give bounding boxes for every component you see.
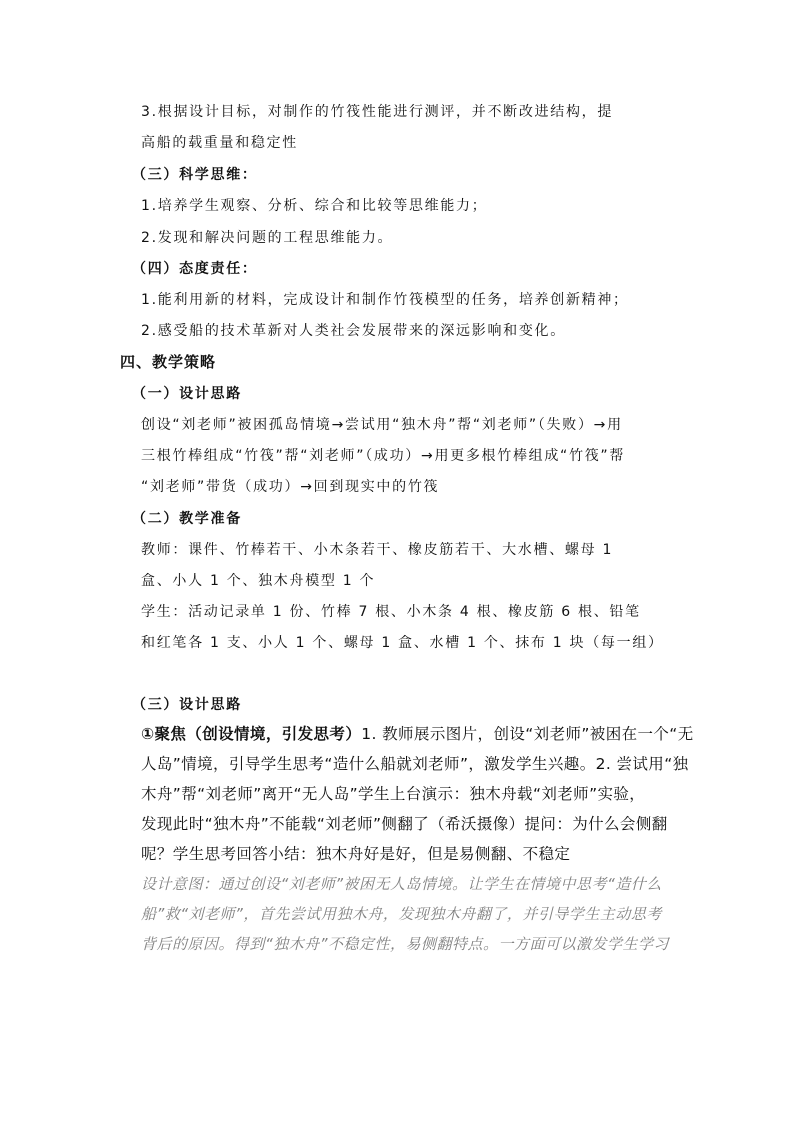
focus-line-3: 木舟”帮“刘老师”离开“无人岛”学生上台演示：独木舟载“刘老师”实验， xyxy=(141,785,646,803)
focus-line-1 xyxy=(141,724,694,744)
design-intent-line-3: 背后的原因。得到“独木舟”不稳定性，易侧翻特点。一方面可以激发学生学习 xyxy=(141,935,670,953)
teacher-materials-line-2: 盒、小人 1 个、独木舟模型 1 个 xyxy=(141,573,376,589)
objective-line-3a: 3.根据设计目标，对制作的竹筏性能进行测评，并不断改进结构，提 xyxy=(141,104,614,120)
teacher-materials-line-1: 教师：课件、竹棒若干、小木条若干、橡皮筋若干、大水槽、螺母 1 xyxy=(141,542,614,558)
subheading-teaching-prep: （二）教学准备 xyxy=(132,511,242,527)
student-materials-line-2: 和红笔各 1 支、小人 1 个、螺母 1 盒、水槽 1 个、抹布 1 块（每一组） xyxy=(141,635,664,651)
subheading-science-thinking: （三）科学思维： xyxy=(132,167,258,183)
design-intent-line-1: 设计意图：通过创设“刘老师”被困无人岛情境。让学生在情境中思考“造什么 xyxy=(141,875,662,893)
focus-label: ①聚焦（创设情境，引发思考） xyxy=(141,725,362,743)
objective-line-3b: 高船的载重量和稳定性 xyxy=(141,135,298,151)
attitude-item-2: 2.感受船的技术革新对人类社会发展带来的深远影响和变化。 xyxy=(141,323,566,339)
student-materials-line-1: 学生：活动记录单 1 份、竹棒 7 根、小木条 4 根、橡皮筋 6 根、铅笔 xyxy=(141,604,641,620)
focus-line-2: 人岛”情境，引导学生思考“造什么船就刘老师”，激发学生兴趣。2. 尝试用“独 xyxy=(141,755,689,773)
attitude-item-1: 1.能利用新的材料，完成设计和制作竹筏模型的任务，培养创新精神； xyxy=(141,292,629,308)
section-heading-teaching-strategy: 四、教学策略 xyxy=(120,353,217,371)
design-intent-line-2: 船”救“刘老师”，首先尝试用独木舟，发现独木舟翻了，并引导学生主动思考 xyxy=(141,905,662,923)
focus-line-4: 发现此时“独木舟”不能载“刘老师”侧翻了（希沃摄像）提问：为什么会侧翻 xyxy=(141,815,668,833)
focus-line-5: 呢？学生思考回答小结：独木舟好是好，但是易侧翻、不稳定 xyxy=(141,845,571,863)
design-idea-line-1: 创设“刘老师”被困孤岛情境→尝试用“独木舟”帮“刘老师”（失败）→用 xyxy=(141,417,623,433)
design-idea-line-2: 三根竹棒组成“竹筏”帮“刘老师”（成功）→用更多根竹棒组成“竹筏”帮 xyxy=(141,448,626,464)
science-thinking-item-2: 2.发现和解决问题的工程思维能力。 xyxy=(141,230,394,246)
subheading-attitude: （四）态度责任： xyxy=(132,261,258,277)
science-thinking-item-1: 1.培养学生观察、分析、综合和比较等思维能力； xyxy=(141,198,488,214)
subheading-design-idea-3: （三）设计思路 xyxy=(132,697,242,713)
focus-text: 1. 教师展示图片，创设“刘老师”被困在一个“无 xyxy=(361,725,694,743)
design-idea-line-3: “刘老师”带货（成功）→回到现实中的竹筏 xyxy=(141,479,440,495)
subheading-design-idea: （一）设计思路 xyxy=(132,386,242,402)
